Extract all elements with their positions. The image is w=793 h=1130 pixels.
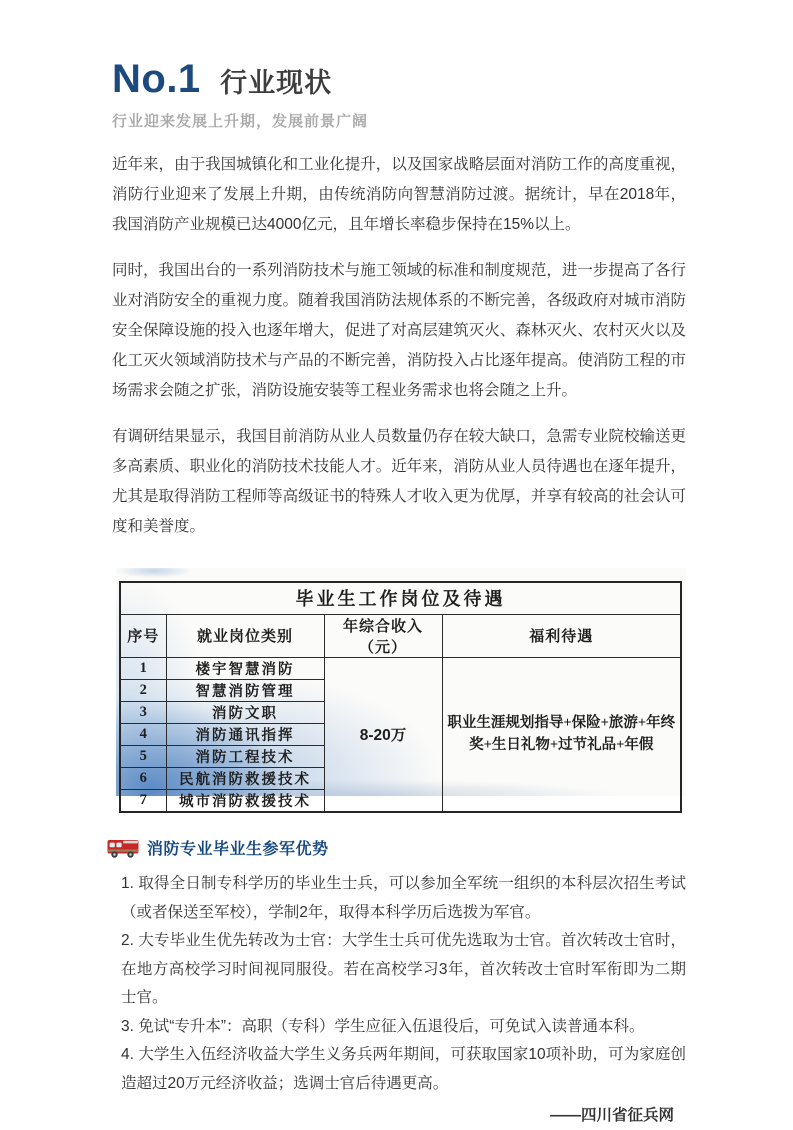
row-index: 4 [120, 723, 166, 745]
table-row [120, 657, 681, 679]
row-category: 楼宇智慧消防 [166, 657, 324, 679]
table-title-row [120, 582, 681, 614]
jobs-table [119, 581, 682, 813]
row-category: 消防工程技术 [166, 745, 324, 767]
enlist-advantages-list [121, 870, 686, 1098]
col-header-index: 序号 [120, 614, 166, 657]
row-index: 5 [120, 745, 166, 767]
heading-row [112, 56, 686, 111]
col-header-income: 年综合收入（元） [324, 614, 442, 657]
section-number: No.1 [112, 57, 201, 101]
paragraph-policy-standards: 同时，我国出台的一系列消防技术与施工领域的标准和制度规范，进一步提高了各行业对消防安全的重视力度。随着我国消防法规体系的不断完善，各级政府对城市消防安全保障设施的投入也逐年增大，促进了对高层建筑灭火、森林灭火、农村灭火以及化工灭火领域消防技术与产品的不断完善，消防投入占比逐年提高。使消防工程的市场需求会随之扩张，消防设施安装等工程业务需求也将会随之上升。 [112, 262, 686, 399]
enlist-item-1: 1. 取得全日制专科学历的毕业生士兵，可以参加全军统一组织的本科层次招生考试（或者保送至军校），学制2年，取得本科学历后选拨为军官。 [121, 875, 686, 921]
row-index: 6 [120, 767, 166, 789]
paragraph-industry-growth: 近年来，由于我国城镇化和工业化提升，以及国家战略层面对消防工作的高度重视，消防行业迎来了发展上升期，由传统消防向智慧消防过渡。据统计，早在2018年，我国消防产业规模已达4000亿元，且年增长率稳步保持在15%以上。 [112, 156, 686, 233]
source-attribution: ——四川省征兵网 [549, 1107, 674, 1124]
col-header-category: 就业岗位类别 [166, 614, 324, 657]
page-subtitle: 行业迎来发展上升期，发展前景广阔 [112, 113, 369, 130]
col-header-benefits: 福利待遇 [442, 614, 681, 657]
row-index: 2 [120, 679, 166, 701]
enlist-section-title: 消防专业毕业生参军优势 [147, 841, 329, 858]
row-category: 智慧消防管理 [166, 679, 324, 701]
enlist-item-4: 4. 大学生入伍经济收益大学生义务兵两年期间，可获取国家10项补助，可为家庭创造超过20万元经济收益；选调士官后待遇更高。 [121, 1046, 686, 1092]
row-index: 7 [120, 789, 166, 812]
enlist-section-header [107, 836, 686, 859]
enlist-item-2: 2. 大专毕业生优先转改为士官：大学生士兵可优先选取为士官。首次转改士官时，在地方高校学习时间视同服役。若在高校学习3年，首次转改士官时军衔即为二期士官。 [121, 932, 686, 1006]
table-header-row [120, 614, 681, 657]
paragraph-talent-gap: 有调研结果显示，我国目前消防从业人员数量仍存在较大缺口，急需专业院校输送更多高素质、职业化的消防技术技能人才。近年来，消防从业人员待遇也在逐年提升，尤其是取得消防工程师等高级证书的特殊人才收入更为优厚，并享有较高的社会认可度和美誉度。 [112, 428, 686, 535]
enlist-item-3: 3. 免试“专升本”：高职（专科）学生应征入伍退役后，可免试入读普通本科。 [121, 1017, 645, 1035]
row-category: 城市消防救援技术 [166, 789, 324, 812]
row-index: 1 [120, 657, 166, 679]
row-index: 3 [120, 701, 166, 723]
row-category: 消防文职 [166, 701, 324, 723]
page-header [112, 56, 686, 133]
jobs-table-image [116, 568, 686, 810]
row-category: 民航消防救援技术 [166, 767, 324, 789]
table-title: 毕业生工作岗位及待遇 [120, 582, 681, 614]
row-category: 消防通讯指挥 [166, 723, 324, 745]
income-cell: 8-20万 [324, 657, 442, 812]
fire-truck-icon [107, 836, 139, 859]
benefits-cell: 职业生涯规划指导+保险+旅游+年终奖+生日礼物+过节礼品+年假 [442, 657, 681, 812]
page-title: 行业现状 [220, 68, 333, 98]
